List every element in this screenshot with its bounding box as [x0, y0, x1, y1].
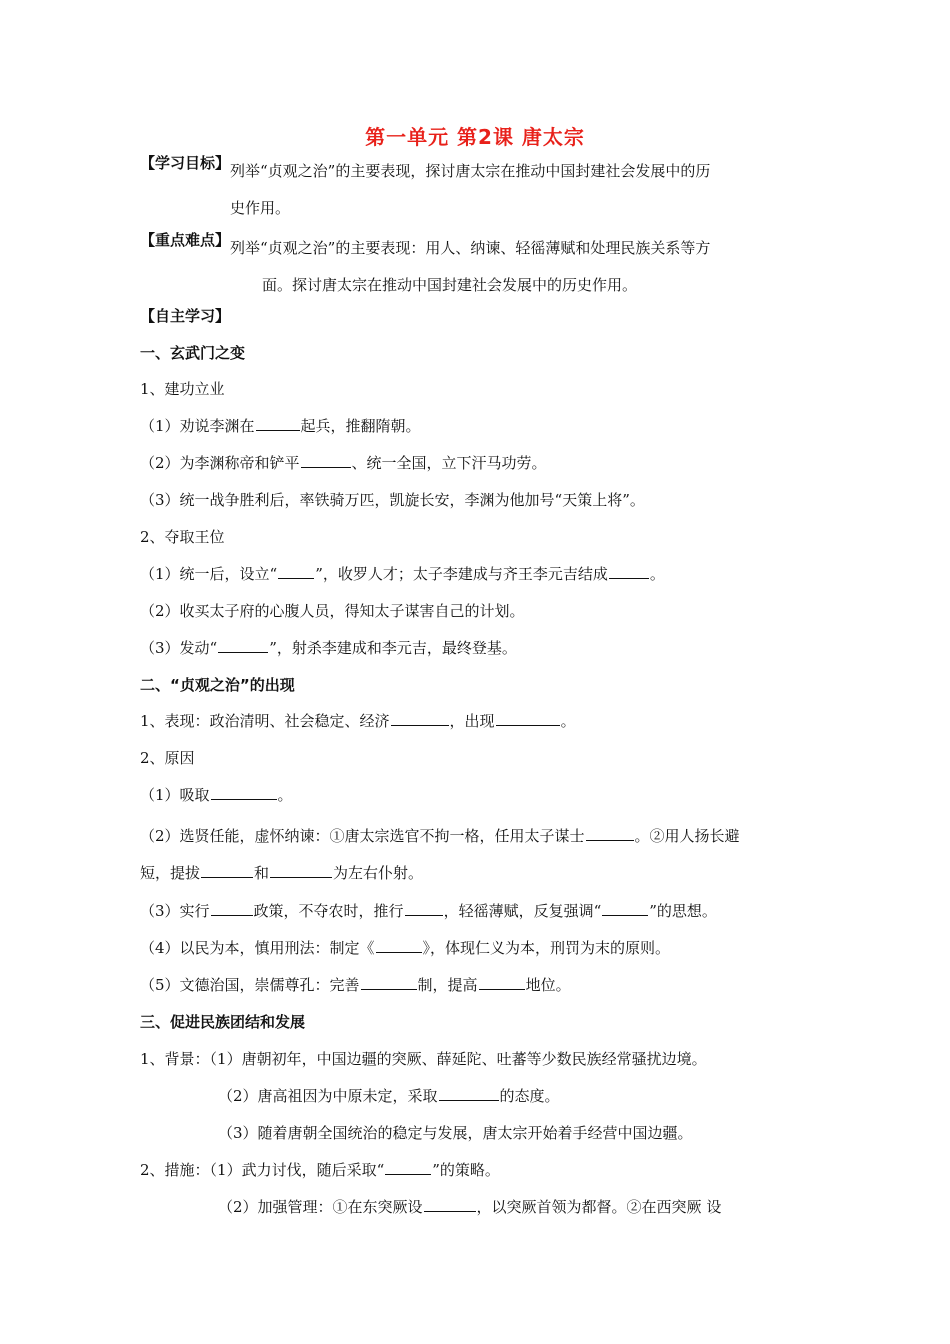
- answer-blank[interactable]: [602, 914, 648, 916]
- answer-blank[interactable]: [361, 988, 417, 990]
- question-1-2: （2）为李渊称帝和铲平 、统一全国，立下汗马功劳。: [140, 454, 547, 472]
- answer-blank[interactable]: [218, 651, 268, 653]
- question-4-3: （3）实行 政策，不夺农时，推行 ，轻徭薄赋，反复强调“ ”的思想。: [140, 902, 717, 920]
- answer-blank[interactable]: [439, 1099, 499, 1101]
- learning-goals-tag: 【学习目标】: [140, 154, 231, 172]
- self-study-heading: 【自主学习】: [140, 307, 231, 325]
- question-2-3: （3）发动“ ”，射杀李建成和李元吉，最终登基。: [140, 639, 517, 657]
- answer-blank[interactable]: [376, 951, 422, 953]
- answer-blank[interactable]: [211, 914, 253, 916]
- answer-blank[interactable]: [424, 1210, 476, 1212]
- answer-blank[interactable]: [479, 988, 525, 990]
- question-5-3: （3）随着唐朝全国统治的稳定与发展，唐太宗开始着手经营中国边疆。: [218, 1124, 693, 1142]
- answer-blank[interactable]: [278, 577, 314, 579]
- answer-blank[interactable]: [301, 466, 351, 468]
- key-points: [140, 230, 810, 304]
- answer-blank[interactable]: [270, 876, 332, 878]
- answer-blank[interactable]: [586, 839, 634, 841]
- learning-goals-line2: 史作用。: [230, 199, 291, 217]
- key-points-line1: 列举“贞观之治”的主要表现：用人、纳谏、轻徭薄赋和处理民族关系等方: [230, 239, 711, 257]
- key-points-tag: 【重点难点】: [140, 231, 231, 249]
- learning-goals: [140, 153, 810, 227]
- key-points-line2: 面。探讨唐太宗在推动中国封建社会发展中的历史作用。: [262, 276, 638, 294]
- answer-blank[interactable]: [496, 724, 560, 726]
- question-6-1: 2、措施：（1）武力讨伐，随后采取“ ”的策略。: [140, 1161, 500, 1179]
- question-5-1: 1、背景：（1）唐朝初年，中国边疆的突厥、薛延陀、吐蕃等少数民族经常骚扰边境。: [140, 1050, 707, 1068]
- question-4-5: （5）文德治国，崇儒尊孔：完善 制，提高 地位。: [140, 976, 571, 994]
- question-4-4: （4）以民为本，慎用刑法：制定《 》，体现仁义为本，刑罚为末的原则。: [140, 939, 671, 957]
- answer-blank[interactable]: [609, 577, 649, 579]
- section-2-sub-2: 2、原因: [140, 749, 195, 767]
- section-1-sub-1: 1、建功立业: [140, 380, 225, 398]
- answer-blank[interactable]: [256, 429, 300, 431]
- question-2-2: （2）收买太子府的心腹人员，得知太子谋害自己的计划。: [140, 602, 525, 620]
- learning-goals-line1: 列举“贞观之治”的主要表现，探讨唐太宗在推动中国封建社会发展中的历: [230, 162, 711, 180]
- question-6-2: （2）加强管理：①在东突厥设 ，以突厥首领为都督。②在西突厥 设: [218, 1198, 722, 1216]
- answer-blank[interactable]: [405, 914, 443, 916]
- section-2-heading: 二、“贞观之治”的出现: [140, 676, 295, 694]
- answer-blank[interactable]: [385, 1173, 431, 1175]
- section-3-heading: 三、促进民族团结和发展: [140, 1013, 306, 1031]
- section-1-heading: 一、玄武门之变: [140, 344, 246, 362]
- question-4-2: （2）选贤任能，虚怀纳谏：①唐太宗选官不拘一格，任用太子谋士 。②用人扬长避: [140, 827, 740, 845]
- question-4-1: （1）吸取 。: [140, 786, 293, 804]
- question-3-1: 1、表现：政治清明、社会稳定、经济 ，出现 。: [140, 712, 576, 730]
- section-1-sub-2: 2、夺取王位: [140, 528, 225, 546]
- question-2-1: （1）统一后，设立“ ”，收罗人才；太子李建成与齐王李元吉结成 。: [140, 565, 665, 583]
- answer-blank[interactable]: [391, 724, 449, 726]
- question-1-1: （1）劝说李渊在 起兵，推翻隋朝。: [140, 417, 421, 435]
- question-5-2: （2）唐高祖因为中原未定，采取 的态度。: [218, 1087, 560, 1105]
- answer-blank[interactable]: [201, 876, 253, 878]
- question-4-2-cont: 短，提拔 和 为左右仆射。: [140, 864, 424, 882]
- question-1-3: （3）统一战争胜利后，率铁骑万匹，凯旋长安，李渊为他加号“天策上将”。: [140, 491, 645, 509]
- page-title: 第一单元 第2课 唐太宗: [365, 125, 585, 149]
- answer-blank[interactable]: [211, 798, 277, 800]
